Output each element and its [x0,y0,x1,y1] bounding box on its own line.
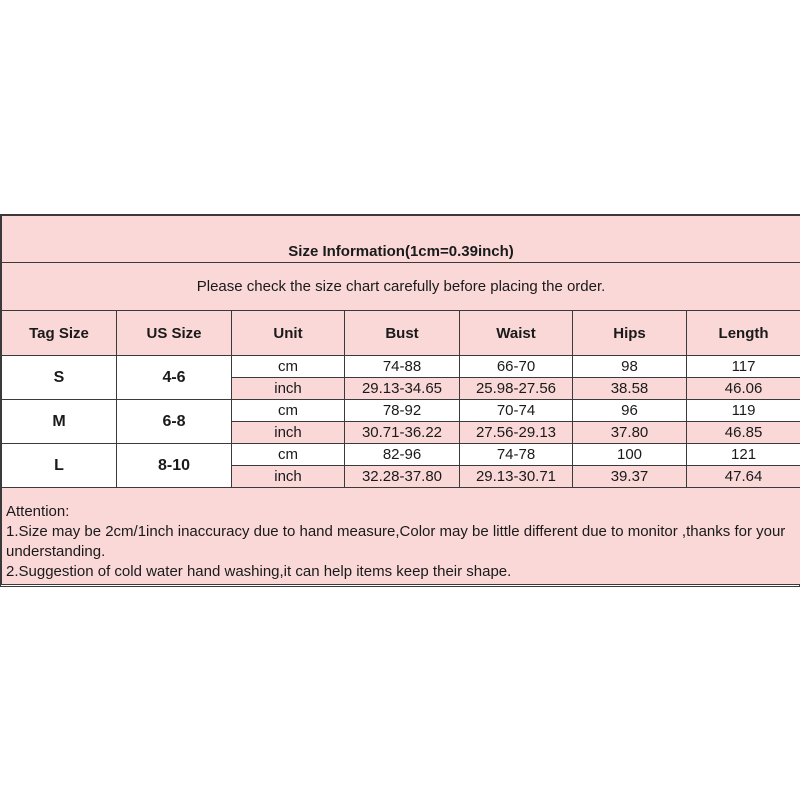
size-table [1,215,800,585]
waist-cell: 27.56-29.13 [460,422,573,444]
bust-cell: 32.28-37.80 [345,466,460,488]
size-chart [0,214,800,587]
waist-cell: 66-70 [460,356,573,378]
tag-size-cell: S [2,356,117,400]
bust-cell: 78-92 [345,400,460,422]
us-size-cell: 6-8 [117,400,232,444]
waist-cell: 25.98-27.56 [460,378,573,400]
header-length: Length [687,311,800,356]
table-row [2,356,800,378]
length-cell: 117 [687,356,800,378]
waist-cell: 29.13-30.71 [460,466,573,488]
hips-cell: 100 [573,444,687,466]
length-cell: 119 [687,400,800,422]
length-cell: 47.64 [687,466,800,488]
hips-cell: 38.58 [573,378,687,400]
header-bust: Bust [345,311,460,356]
hips-cell: 96 [573,400,687,422]
hips-cell: 37.80 [573,422,687,444]
table-title: Size Information(1cm=0.39inch) [2,216,800,263]
attention-line-2: 2.Suggestion of cold water hand washing,it can help items keep their shape. [6,563,512,580]
unit-cell: cm [232,444,345,466]
length-cell: 46.85 [687,422,800,444]
bust-cell: 29.13-34.65 [345,378,460,400]
tag-size-cell: M [2,400,117,444]
unit-cell: cm [232,356,345,378]
attention-heading: Attention: [6,503,70,520]
table-row [2,444,800,466]
length-cell: 46.06 [687,378,800,400]
bust-cell: 74-88 [345,356,460,378]
table-note: Please check the size chart carefully before placing the order. [2,263,800,311]
header-waist: Waist [460,311,573,356]
us-size-cell: 8-10 [117,444,232,488]
header-tag-size: Tag Size [2,311,117,356]
header-us-size: US Size [117,311,232,356]
unit-cell: inch [232,378,345,400]
unit-cell: inch [232,466,345,488]
tag-size-cell: L [2,444,117,488]
header-hips: Hips [573,311,687,356]
length-cell: 121 [687,444,800,466]
hips-cell: 39.37 [573,466,687,488]
us-size-cell: 4-6 [117,356,232,400]
attention-notes [2,488,800,585]
header-unit: Unit [232,311,345,356]
unit-cell: cm [232,400,345,422]
waist-cell: 74-78 [460,444,573,466]
attention-line-1: 1.Size may be 2cm/1inch inaccuracy due to hand measure,Color may be little different due to monitor ,thanks for your understanding. [6,523,786,560]
hips-cell: 98 [573,356,687,378]
bust-cell: 30.71-36.22 [345,422,460,444]
table-row [2,400,800,422]
unit-cell: inch [232,422,345,444]
bust-cell: 82-96 [345,444,460,466]
waist-cell: 70-74 [460,400,573,422]
